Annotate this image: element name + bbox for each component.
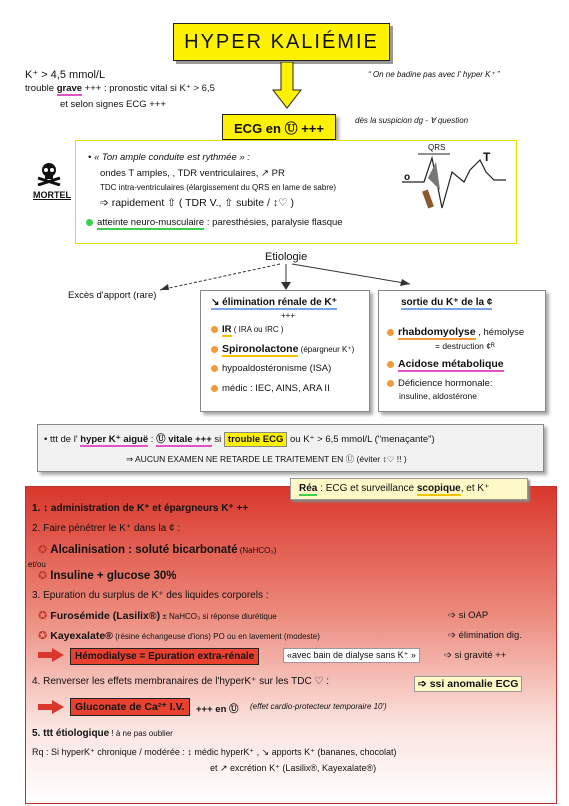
right-arrow-icon <box>38 648 64 662</box>
o-label: o <box>404 172 411 183</box>
ecg-line3: ➩ rapidement ⇧ ( TDR V., ⇧ subite / ↕♡ ) <box>100 197 294 209</box>
hemodialyse-box: Hémodialyse = Epuration extra-rénale <box>70 648 259 665</box>
gluconate-sub: +++ en Ⓤ <box>196 704 239 715</box>
exit-box: sortie du K⁺ de la ¢ rhabdomyolyse , hémolyse = destruction ¢ᴿ Acidose métabolique Déficience hormonale: insuline, aldostérone <box>378 290 546 412</box>
alcal-line: ✪ Alcalinisation : soluté bicarbonaté (NaHCO₃) <box>38 544 277 556</box>
furo-line: ✪ Furosémide (Lasilix®) ± NaHCO₃ si réponse diurétique <box>38 610 277 622</box>
grave-line: trouble grave +++ : pronostic vital si K⁺ > 6,5 <box>25 83 215 94</box>
step-4: 4. Renverser les effets membranaires de l'hyperK⁺ sur les TDC ♡ : <box>32 676 330 687</box>
down-arrow-icon <box>272 62 302 110</box>
qrs-label: QRS <box>428 143 446 152</box>
renal-box: ↘ élimination rénale de K⁺ +++ IR ( IRA ou IRC ) Spironolactone (épargneur K⁺) hypoaldostéronisme (ISA) médic : IEC, AINS, ARA II <box>200 290 370 412</box>
hemo-right: ➩ si gravité ++ <box>444 650 507 661</box>
etiology-title: Etiologie <box>265 251 308 263</box>
mortel-label: MORTEL <box>33 190 71 200</box>
ecg-sabre-trace-icon <box>398 150 510 220</box>
hemo-sub: «avec bain de dialyse sans K⁺ » <box>283 648 420 663</box>
step-3: 3. Epuration du surplus de K⁺ des liquides corporels : <box>32 590 269 601</box>
rq-line1: Rq : Si hyperK⁺ chronique / modérée : ↕ médic hyperK⁺ , ↘ apports K⁺ (bananes, chocolat) <box>32 747 397 757</box>
step-4-right: ➩ ssi anomalie ECG <box>414 676 522 692</box>
excess-intake: Excès d'apport (rare) <box>68 290 157 301</box>
ecg-urgent-badge: ECG en Ⓤ +++ <box>222 114 336 140</box>
neuro-line: atteinte neuro-musculaire : paresthésies, paralysie flasque <box>86 217 343 228</box>
step-1: 1. ↕ administration de K⁺ et épargneurs K⁺ ++ <box>32 503 249 514</box>
quote: “ On ne badine pas avec l' hyper K⁺ ” <box>368 70 500 79</box>
gluconate-box: Gluconate de Ca²⁺ I.V. <box>70 698 190 716</box>
ecg-quote: • « Ton ample conduite est rythmée » : <box>88 152 250 163</box>
k-threshold: K⁺ > 4,5 mmol/L <box>25 69 106 81</box>
right-arrow-icon-2 <box>38 700 64 714</box>
ecg-line2: TDC intra-ventriculaires (élargissement du QRS en lame de sabre) <box>100 183 337 192</box>
ecg-line: et selon signes ECG +++ <box>60 99 166 110</box>
step-5: 5. ttt étiologique ! à ne pas oublier <box>32 728 173 739</box>
ecg-line1: ondes T amples, , TDR ventriculaires, ↗ PR <box>100 168 285 179</box>
gluconate-note: (effet cardio-protecteur temporaire 10') <box>250 702 387 711</box>
kaye-line: ✪ Kayexalate® (résine échangeuse d'ions) PO ou en lavement (modeste) <box>38 630 320 642</box>
ttt-warning: ⇒ AUCUN EXAMEN NE RETARDE LE TRAITEMENT EN Ⓤ (éviter ↕♡ !! ) <box>126 454 407 464</box>
etou: et/ou <box>28 560 46 569</box>
rq-line2: et ↗ excrétion K⁺ (Lasilix®, Kayexalate®) <box>210 763 377 773</box>
skull-icon <box>36 160 62 186</box>
furo-right: ➩ si OAP <box>448 610 489 621</box>
rea-box: Réa : ECG et surveillance scopique, et K⁺ <box>290 478 528 500</box>
suspicion-note: dès la suspicion dg - ∀ question <box>355 116 469 125</box>
t-label: T <box>483 150 491 164</box>
page-title: HYPER KALIÉMIE <box>173 23 390 61</box>
kaye-right: ➩ élimination dig. <box>448 630 522 641</box>
ttt-box: • ttt de l' hyper K⁺ aiguë : Ⓤ vitale +++ si trouble ECG ou K⁺ > 6,5 mmol/L ("menaçante") ⇒ AUCUN EXAMEN NE RETARDE LE TRAITEMENT EN Ⓤ (éviter ↕♡ !! ) <box>37 424 544 472</box>
step-2: 2. Faire pénétrer le K⁺ dans la ¢ : <box>32 523 181 534</box>
insuline-line: ✪ Insuline + glucose 30% <box>38 570 177 582</box>
